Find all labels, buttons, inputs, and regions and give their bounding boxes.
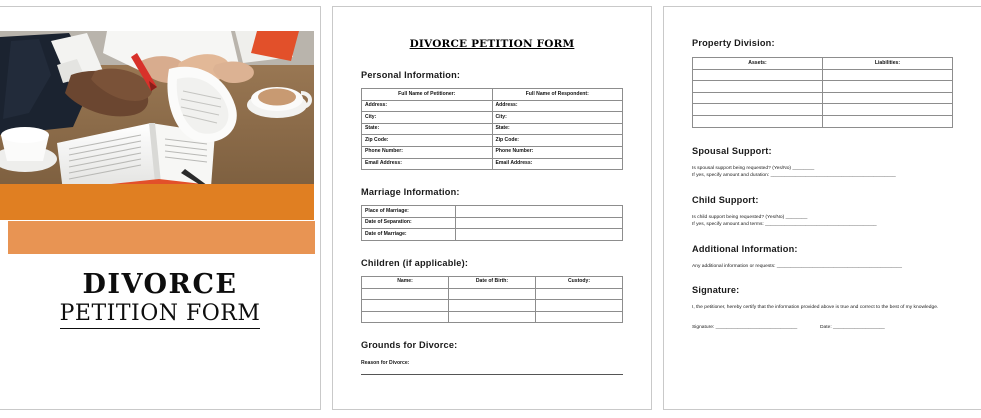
field-label-email-petitioner[interactable]: Email Address:	[362, 158, 493, 170]
table-row	[362, 217, 623, 229]
column-header-custody: Custody:	[536, 276, 623, 288]
cover-title-main: DIVORCE	[82, 269, 238, 300]
asset-cell[interactable]	[693, 81, 823, 93]
signature-field[interactable]: Signature: ______________________________	[692, 325, 798, 331]
table-row	[362, 288, 623, 300]
section-heading-children: Children (if applicable):	[361, 257, 469, 268]
child-name-cell[interactable]	[362, 288, 449, 300]
table-row	[693, 92, 953, 104]
child-support-requested-line[interactable]: Is child support being requested? (Yes/No) ________	[692, 214, 808, 220]
property-division-table	[692, 57, 953, 128]
section-heading-additional-information: Additional Information:	[692, 243, 798, 254]
child-custody-cell[interactable]	[536, 311, 623, 323]
asset-cell[interactable]	[693, 69, 823, 81]
page-title: DIVORCE PETITION FORM	[409, 38, 575, 50]
table-row	[693, 69, 953, 81]
signature-row	[692, 325, 953, 330]
table-row	[362, 311, 623, 323]
cover-title-block	[0, 271, 320, 329]
field-label-city-respondent[interactable]: City:	[492, 112, 623, 124]
date-field[interactable]: Date: ___________________	[820, 325, 885, 331]
child-custody-cell[interactable]	[536, 288, 623, 300]
personal-information-table	[361, 88, 623, 170]
table-header-row	[693, 58, 953, 70]
field-label-place-of-marriage: Place of Marriage:	[362, 206, 456, 218]
table-header-row	[362, 276, 623, 288]
column-header-name: Name:	[362, 276, 449, 288]
cover-band-light	[8, 221, 315, 254]
section-heading-personal-information: Personal Information:	[361, 70, 461, 80]
field-label-zip-petitioner[interactable]: Zip Code:	[362, 135, 493, 147]
field-label-date-of-marriage: Date of Marriage:	[362, 229, 456, 241]
table-row	[362, 146, 623, 158]
section-heading-signature: Signature:	[692, 284, 740, 295]
liability-cell[interactable]	[823, 69, 953, 81]
field-label-state-petitioner[interactable]: State:	[362, 123, 493, 135]
asset-cell[interactable]	[693, 92, 823, 104]
spousal-support-amount-line[interactable]: If yes, specify amount and duration: ______________________________________________	[692, 173, 896, 179]
column-header-liabilities: Liabilities:	[823, 58, 953, 70]
child-name-cell[interactable]	[362, 300, 449, 312]
additional-information-line[interactable]: Any additional information or requests: ______________________________________________	[692, 263, 902, 269]
child-dob-cell[interactable]	[449, 311, 536, 323]
field-value-place-of-marriage[interactable]	[455, 206, 622, 218]
field-value-date-of-marriage[interactable]	[455, 229, 622, 241]
table-row	[362, 300, 623, 312]
section-heading-spousal-support: Spousal Support:	[692, 145, 772, 156]
cover-title-sub: PETITION FORM	[60, 301, 261, 328]
field-label-date-of-separation: Date of Separation:	[362, 217, 456, 229]
table-row	[362, 100, 623, 112]
section-heading-child-support: Child Support:	[692, 194, 759, 205]
page-1-cover[interactable]	[0, 6, 321, 410]
child-name-cell[interactable]	[362, 311, 449, 323]
cover-band-dark	[0, 184, 314, 220]
column-header-petitioner: Full Name of Petitioner:	[362, 89, 493, 101]
table-row	[362, 229, 623, 241]
liability-cell[interactable]	[823, 81, 953, 93]
section-heading-property-division: Property Division:	[692, 38, 775, 48]
liability-cell[interactable]	[823, 92, 953, 104]
field-label-address-petitioner[interactable]: Address:	[362, 100, 493, 112]
asset-cell[interactable]	[693, 104, 823, 116]
table-row	[362, 206, 623, 218]
column-header-date-of-birth: Date of Birth:	[449, 276, 536, 288]
field-value-date-of-separation[interactable]	[455, 217, 622, 229]
child-support-amount-line[interactable]: If yes, specify amount and terms: _________________________________________	[692, 222, 877, 228]
table-row	[362, 158, 623, 170]
child-dob-cell[interactable]	[449, 288, 536, 300]
column-header-assets: Assets:	[693, 58, 823, 70]
field-label-phone-petitioner[interactable]: Phone Number:	[362, 146, 493, 158]
table-row	[693, 115, 953, 127]
spousal-support-requested-line[interactable]: Is spousal support being requested? (Yes/No) ________	[692, 165, 815, 171]
page-3-form[interactable]	[663, 6, 981, 410]
people-signing-documents-photo	[0, 31, 314, 191]
field-label-email-respondent[interactable]: Email Address:	[492, 158, 623, 170]
field-label-address-respondent[interactable]: Address:	[492, 100, 623, 112]
children-table	[361, 276, 623, 323]
field-label-reason-for-divorce: Reason for Divorce:	[361, 360, 410, 367]
table-header-row	[362, 89, 623, 101]
liability-cell[interactable]	[823, 115, 953, 127]
reason-for-divorce-input-rule[interactable]	[361, 374, 623, 375]
cover-photo	[0, 31, 314, 191]
field-label-phone-respondent[interactable]: Phone Number:	[492, 146, 623, 158]
column-header-respondent: Full Name of Respondent:	[492, 89, 623, 101]
table-row	[362, 123, 623, 135]
table-row	[693, 81, 953, 93]
field-label-city-petitioner[interactable]: City:	[362, 112, 493, 124]
certification-text: I, the petitioner, hereby certify that the information provided above is true and correct to the best of my knowledge.	[692, 304, 939, 310]
asset-cell[interactable]	[693, 115, 823, 127]
table-row	[693, 104, 953, 116]
field-label-zip-respondent[interactable]: Zip Code:	[492, 135, 623, 147]
child-dob-cell[interactable]	[449, 300, 536, 312]
marriage-information-table	[361, 205, 623, 241]
child-custody-cell[interactable]	[536, 300, 623, 312]
page-2-form[interactable]	[332, 6, 652, 410]
table-row	[362, 135, 623, 147]
table-row	[362, 112, 623, 124]
field-label-state-respondent[interactable]: State:	[492, 123, 623, 135]
section-heading-grounds-for-divorce: Grounds for Divorce:	[361, 340, 458, 351]
section-heading-marriage-information: Marriage Information:	[361, 187, 460, 198]
liability-cell[interactable]	[823, 104, 953, 116]
